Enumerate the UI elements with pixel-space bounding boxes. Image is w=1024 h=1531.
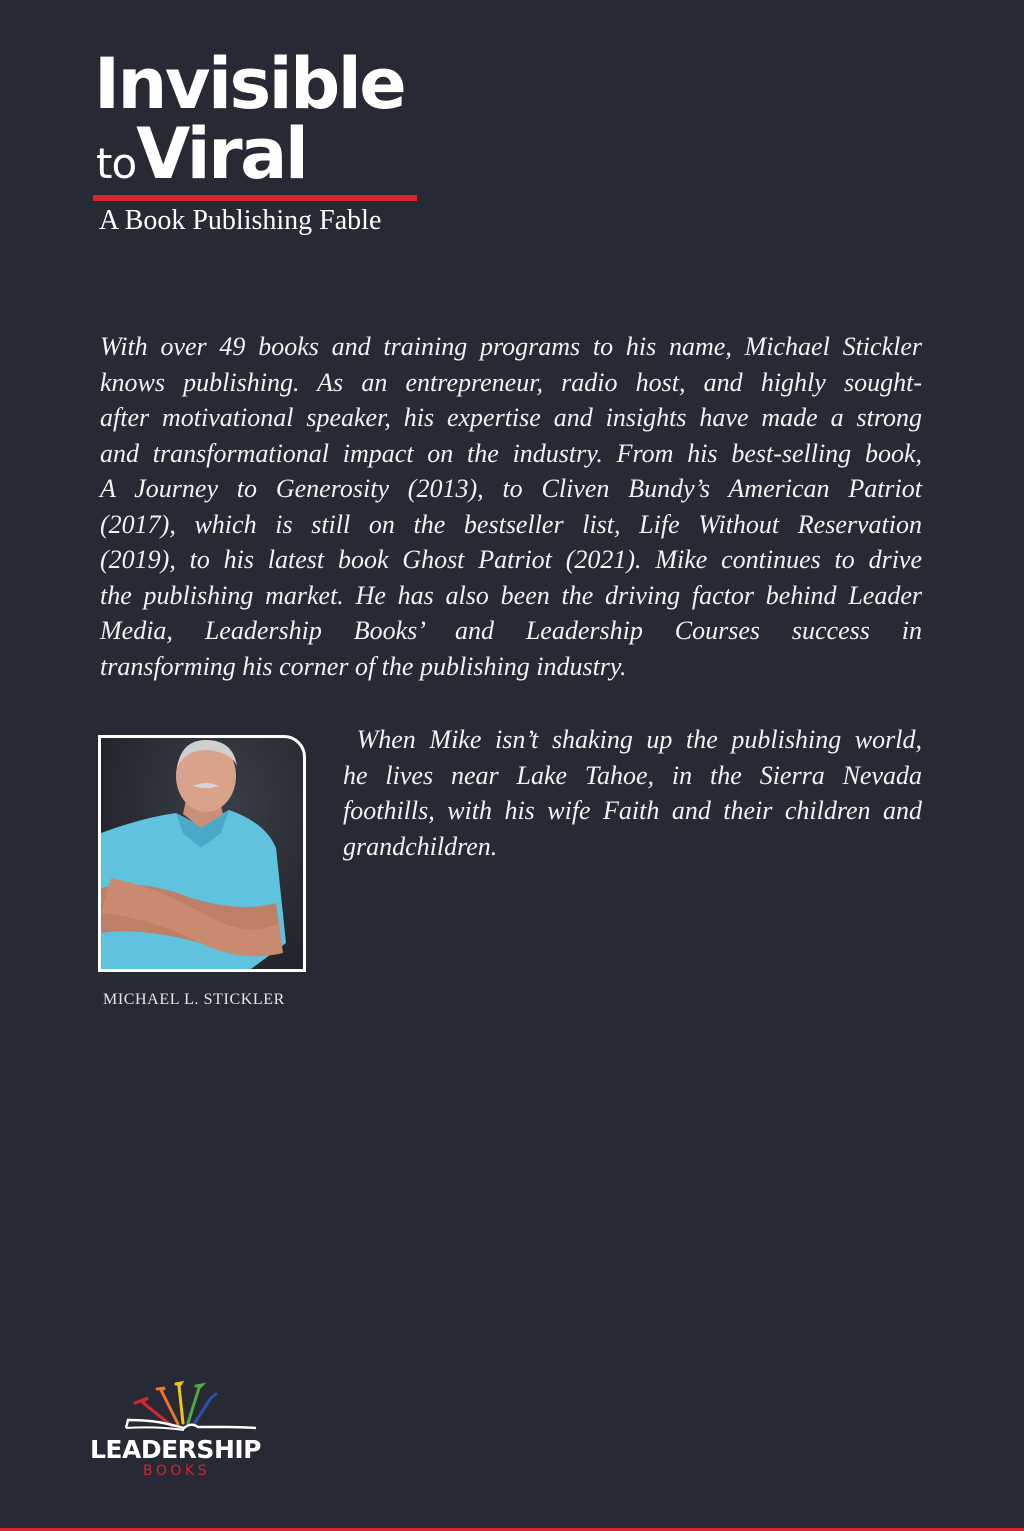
bio-line: he lives near Lake Tahoe, in the Sierra Nevada xyxy=(343,760,922,790)
title-underline-rule xyxy=(93,195,417,201)
publisher-sub: BOOKS xyxy=(143,1463,210,1479)
author-photo xyxy=(98,735,306,972)
bio-line: transforming his corner of the publishing industry. xyxy=(100,651,627,681)
bio-line: Media, Leadership Books’ and Leadership Courses success in xyxy=(100,616,922,645)
author-name-caption: MICHAEL L. STICKLER xyxy=(103,991,285,1008)
bio-line: (2017), which is still on the bestseller list, Life Without Reservation xyxy=(100,509,922,539)
bio-line: after motivational speaker, his expertise and insights have made a strong xyxy=(100,403,922,432)
publisher-name: LEADERSHIP xyxy=(90,1435,261,1464)
open-book-icon xyxy=(86,1380,271,1436)
bio-line: foothills, with his wife Faith and their children and xyxy=(343,796,922,825)
book-title-to: to xyxy=(96,139,137,188)
author-photo-illustration xyxy=(101,738,303,969)
book-title-invisible: Invisible xyxy=(94,43,405,125)
bio-line: grandchildren. xyxy=(343,831,498,861)
author-bio-paragraph-1 xyxy=(100,329,922,684)
bio-line: When Mike isn’t shaking up the publishing world, xyxy=(343,725,922,754)
bio-line: the publishing market. He has also been the driving factor behind Leader xyxy=(100,580,922,610)
book-title-viral: Viral xyxy=(136,113,307,195)
bio-line: With over 49 books and training programs to his name, Michael Stickler xyxy=(100,332,922,361)
book-subtitle: A Book Publishing Fable xyxy=(99,205,382,236)
bio-line: and transformational impact on the industry. From his best-selling book, xyxy=(100,438,922,468)
bio-line: (2019), to his latest book Ghost Patriot (2021). Mike continues to drive xyxy=(100,545,922,574)
author-bio-paragraph-2 xyxy=(343,722,922,864)
bio-line: A Journey to Generosity (2013), to Cliven Bundy’s American Patriot xyxy=(100,474,922,503)
publisher-logo xyxy=(86,1380,271,1484)
bio-line: knows publishing. As an entrepreneur, radio host, and highly sought- xyxy=(100,367,922,397)
